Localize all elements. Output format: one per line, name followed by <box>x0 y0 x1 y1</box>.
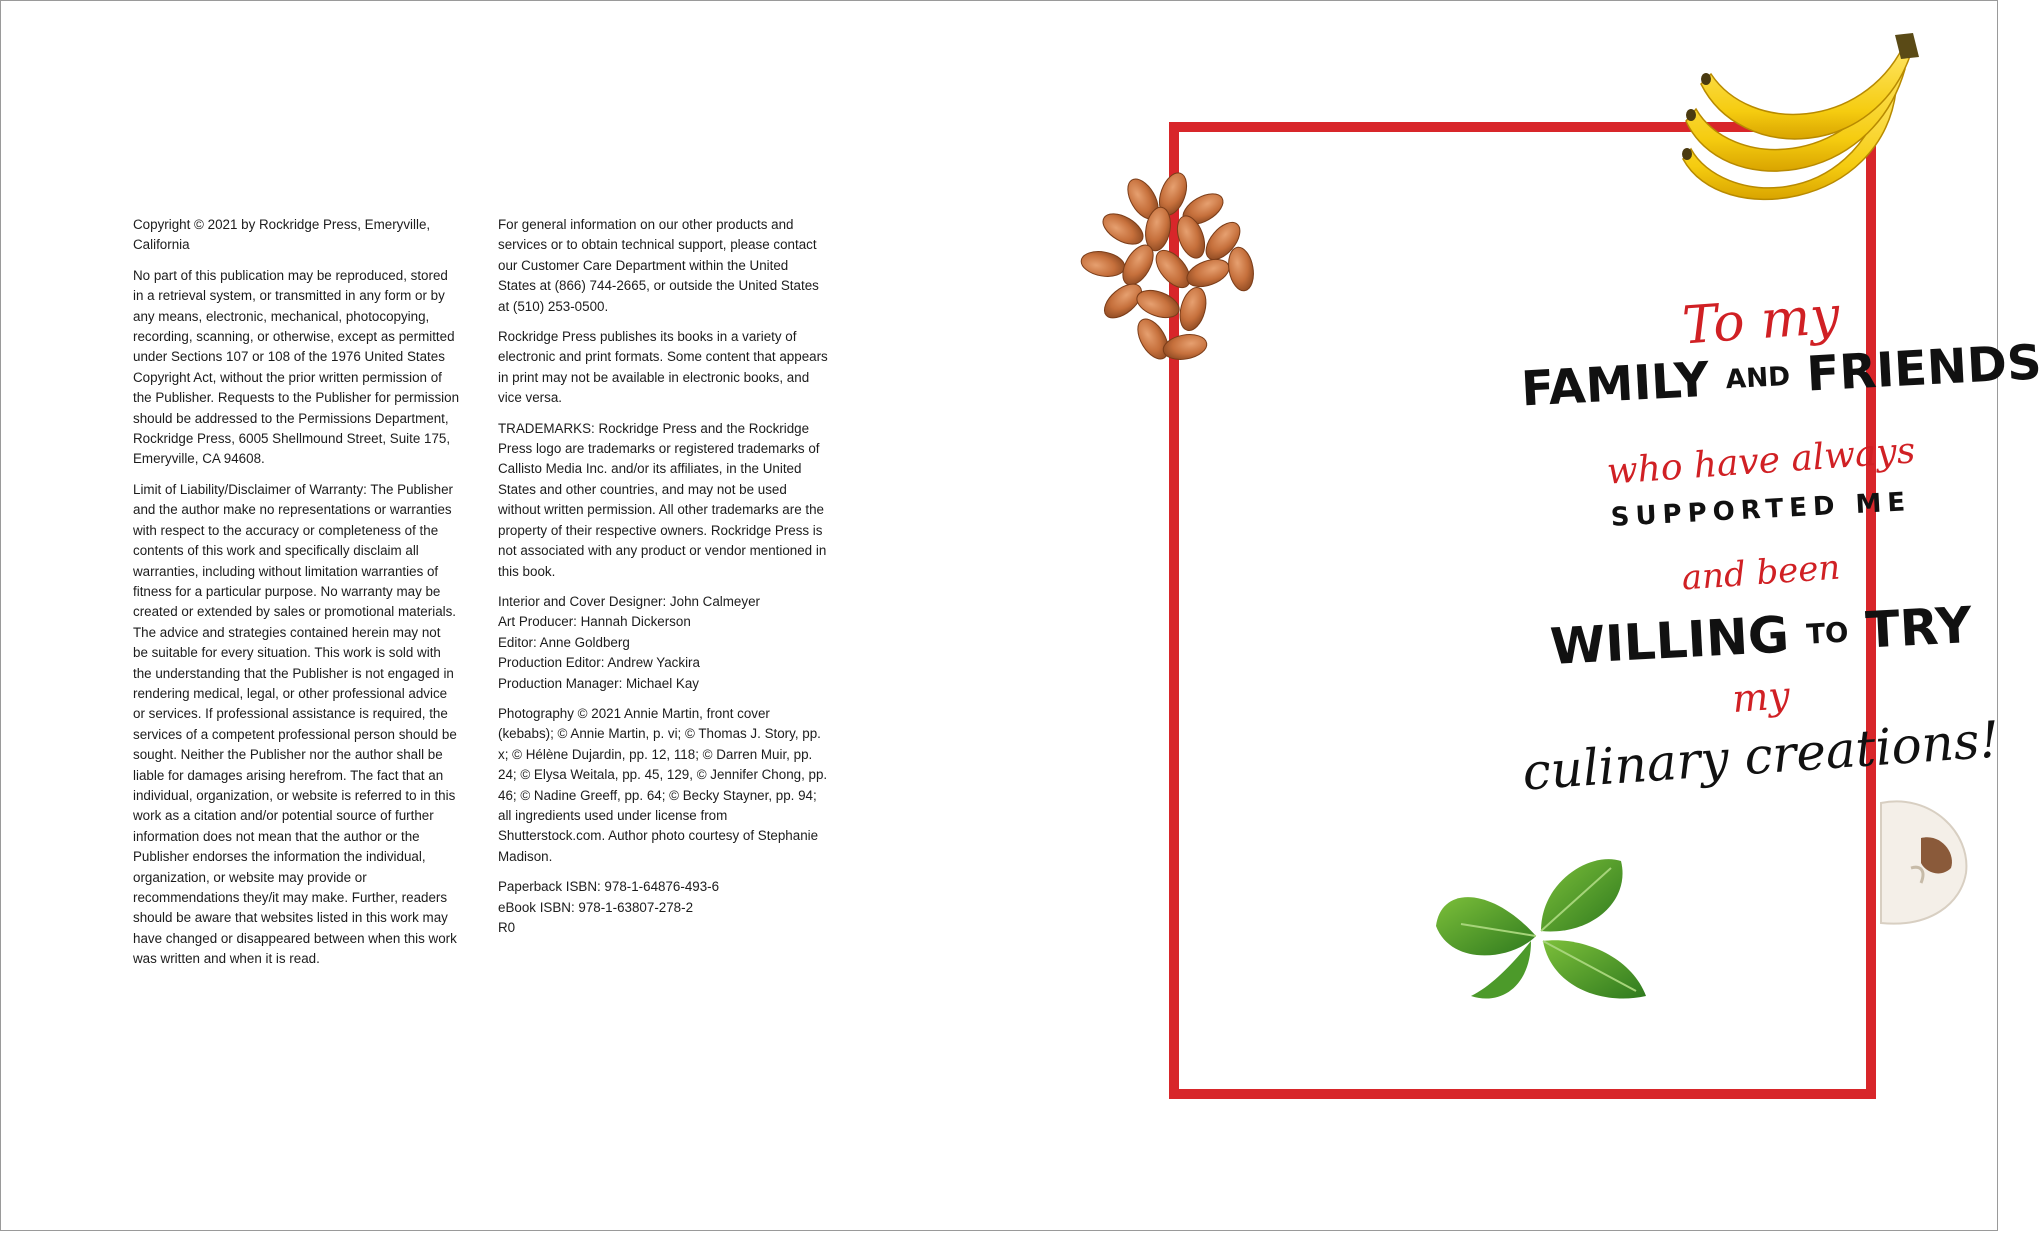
almonds-photo <box>1073 169 1283 379</box>
dedication-line-1: To my <box>1680 285 1842 357</box>
dedication-willing: WILLING <box>1548 605 1791 677</box>
copyright-notice: Copyright © 2021 by Rockridge Press, Emeryville, California <box>133 217 431 253</box>
basil-photo <box>1431 846 1661 1006</box>
dedication-page <box>1001 1 2043 1230</box>
dedication-line-7: my <box>1730 673 1792 721</box>
dedication-try: TRY <box>1864 595 1974 660</box>
photography-credits: Photography © 2021 Annie Martin, front cover (kebabs); © Annie Martin, p. vi; © Thomas J. Story, pp. x; © Hélène Dujardin, pp. 12, 118; © Darren Muir, pp. 24; © Elysa Weitala, pp. 45, 129, © Jennifer Chong, pp. 46; © Nadine Greeff, pp. 64; © Becky Stayner, pp. 94; all ingredients used under license from Shutterstock.com. Author photo courtesy of Stephanie Madison. <box>498 705 828 864</box>
copyright-column-2 <box>498 215 828 948</box>
credits-list: Interior and Cover Designer: John Calmeyer Art Producer: Hannah Dickerson Editor: Anne Goldberg Production Editor: Andrew Yackira Production Manager: Michael Kay <box>498 593 760 691</box>
copyright-page <box>1 1 1001 1230</box>
dedication-line-4: SUPPORTED ME <box>1610 487 1912 533</box>
dedication-family: FAMILY <box>1519 351 1711 418</box>
dedication-friends: FRIENDS <box>1805 334 2043 403</box>
formats-notice: Rockridge Press publishes its books in a variety of electronic and print formats. Some content that appears in print may not be available in electronic books, and vice versa. <box>498 329 828 406</box>
isbn-info: Paperback ISBN: 978-1-64876-493-6 eBook ISBN: 978-1-63807-278-2 R0 <box>498 879 720 935</box>
liability-disclaimer: Limit of Liability/Disclaimer of Warranty: The Publisher and the author make no representations or warranties with respect to the accuracy or completeness of the contents of this work and specifically disclaim all warranties, including without limitation warranties of fitness for a particular purpose. No warranty may be created or extended by sales or promotional materials. The advice and strategies contained herein may not be suitable for every situation. This work is sold with the understanding that the Publisher is not engaged in rendering medical, legal, or other professional advice or services. If professional assistance is required, the services of a competent professional person should be sought. Neither the Publisher nor the author shall be liable for damages arising herefrom. The fact that an individual, organization, or website is referred to in this work as a citation and/or potential source of further information does not mean that the author or the Publisher endorses the information the individual, organization, or website may provide or recommendations they/it may make. Further, readers should be aware that websites listed in this work may have changed or disappeared between when this work was written and when it is read. <box>133 481 457 967</box>
copyright-column-1 <box>133 215 459 980</box>
trademarks-notice: TRADEMARKS: Rockridge Press and the Rockridge Press logo are trademarks or registered trademarks of Callisto Media Inc. and/or its affiliates, in the United States and other countries, and may not be used without written permission. All other trademarks are the property of their respective owners. Rockridge Press is not associated with any product or vendor mentioned in this book. <box>498 420 827 579</box>
dedication-line-8: culinary creations! <box>1520 710 2002 802</box>
mushroom-slice-photo <box>1871 793 1971 933</box>
bananas-photo <box>1681 29 1931 219</box>
dedication-to: TO <box>1805 616 1850 651</box>
dedication-line-3: who have always <box>1605 430 1917 493</box>
dedication-line-5: and been <box>1680 547 1842 599</box>
reproduction-notice: No part of this publication may be reproduced, stored in a retrieval system, or transmitted in any form or by any means, electronic, mechanical, photocopying, recording, scanning, or otherwise, except as permitted under Sections 107 or 108 of the 1976 United States Copyright Act, without the prior written permission of the Publisher. Requests to the Publisher for permission should be addressed to the Permissions Department, Rockridge Press, 6005 Shellmound Street, Suite 175, Emeryville, CA 94608. <box>133 267 460 467</box>
customer-care-info: For general information on our other products and services or to obtain technical support, please contact our Customer Care Department within the United States at (866) 744-2665, or outside the United States at (510) 253-0500. <box>498 217 819 314</box>
dedication-and: AND <box>1724 360 1791 396</box>
